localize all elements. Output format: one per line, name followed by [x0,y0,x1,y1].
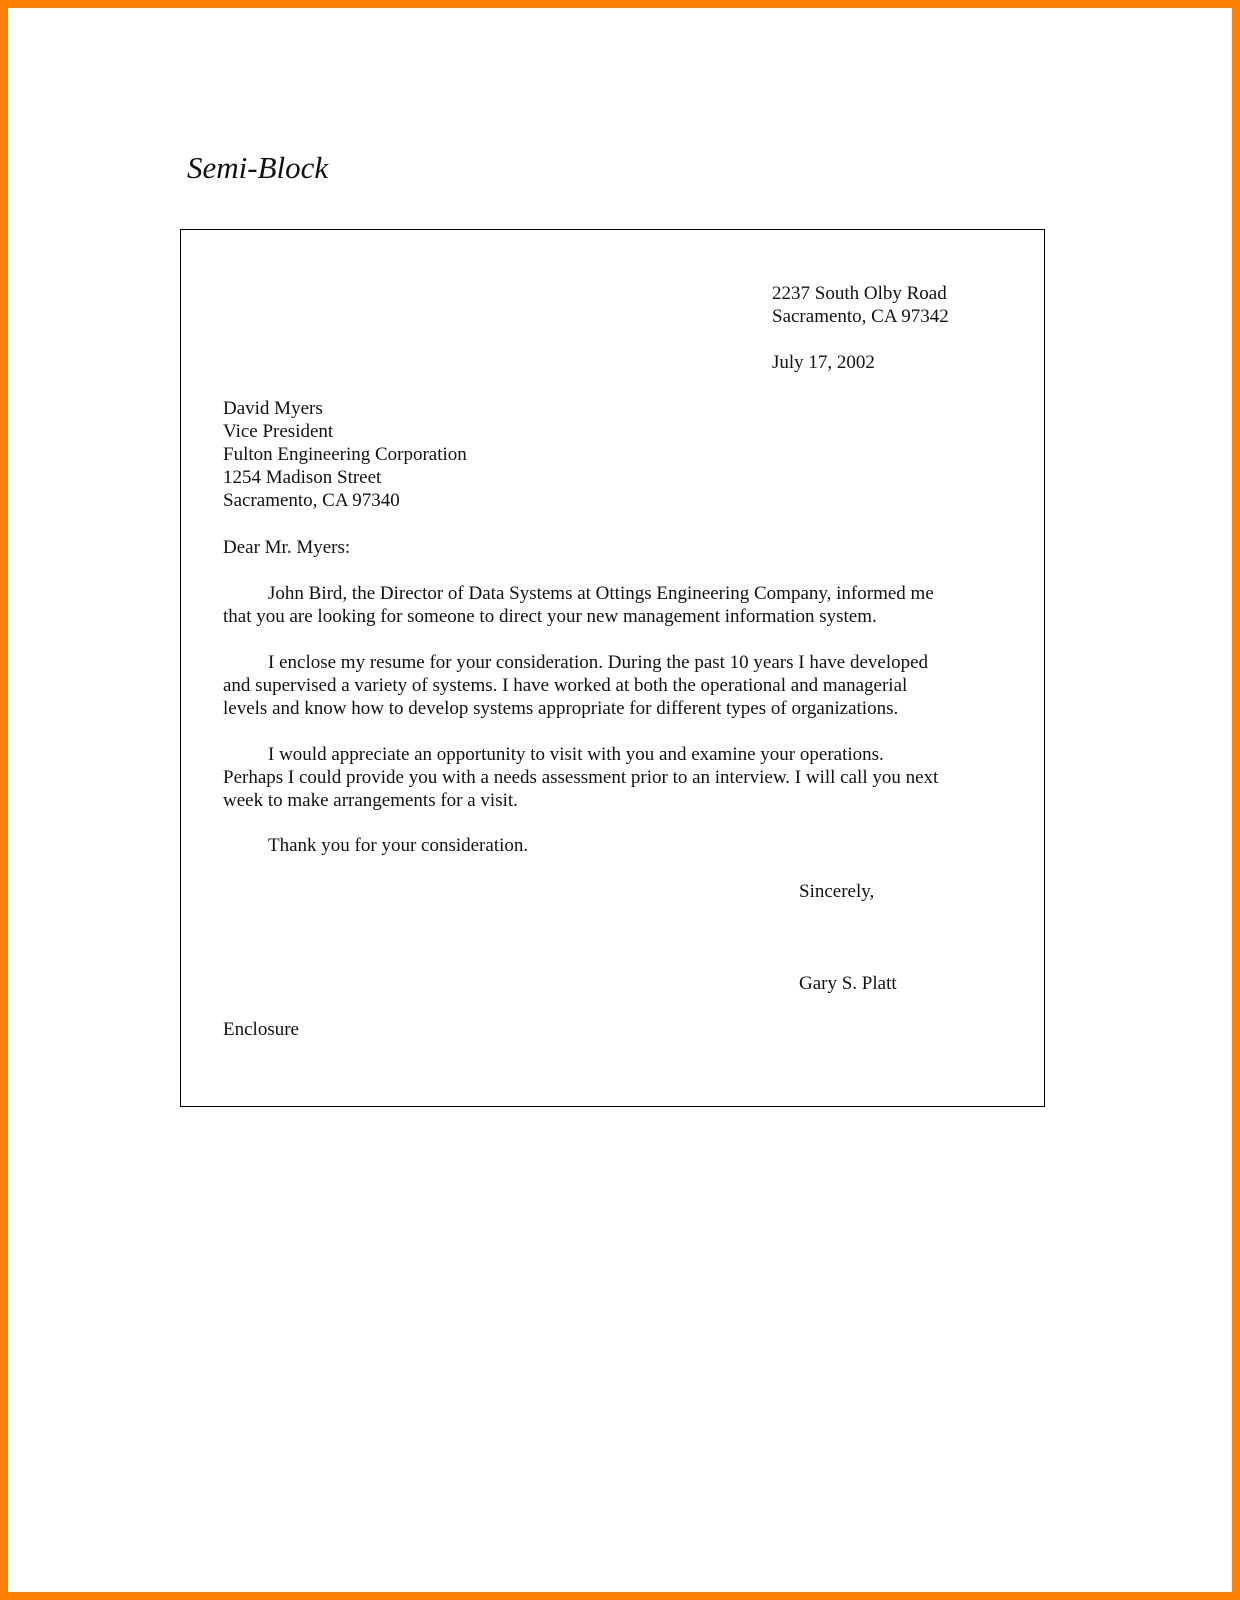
enclosure-notation: Enclosure [223,1019,299,1040]
recipient-address [223,397,467,512]
sender-address-line: 2237 South Olby Road [772,283,947,304]
paragraph-line: Perhaps I could provide you with a needs assessment prior to an interview. I will call you next [223,767,939,788]
recipient-line: 1254 Madison Street [223,467,382,488]
paragraph-line: Thank you for your consideration. [268,835,529,856]
body-paragraph-2 [223,651,928,720]
recipient-line: Sacramento, CA 97340 [223,490,400,511]
recipient-line: Vice President [223,421,334,442]
paragraph-line: John Bird, the Director of Data Systems at Ottings Engineering Company, informed me [268,583,934,604]
page-title: Semi-Block [187,150,329,185]
paragraph-line: I would appreciate an opportunity to visit with you and examine your operations. [268,744,884,765]
recipient-line: Fulton Engineering Corporation [223,444,467,465]
letter-date: July 17, 2002 [772,352,875,373]
salutation: Dear Mr. Myers: [223,537,351,558]
sender-address-line: Sacramento, CA 97342 [772,306,949,327]
paragraph-line: and supervised a variety of systems. I have worked at both the operational and managerial [223,675,908,696]
body-paragraph-4 [223,834,528,857]
recipient-line: David Myers [223,398,323,419]
body-paragraph-3 [223,743,938,812]
paragraph-line: that you are looking for someone to direct your new management information system. [223,606,877,627]
paragraph-line: week to make arrangements for a visit. [223,790,518,811]
paragraph-line: levels and know how to develop systems appropriate for different types of organizations. [223,698,899,719]
sender-address [772,282,949,328]
body-paragraph-1 [223,582,934,628]
signature-name: Gary S. Platt [799,973,897,994]
closing: Sincerely, [799,881,875,902]
paragraph-line: I enclose my resume for your consideration. During the past 10 years I have developed [268,652,929,673]
